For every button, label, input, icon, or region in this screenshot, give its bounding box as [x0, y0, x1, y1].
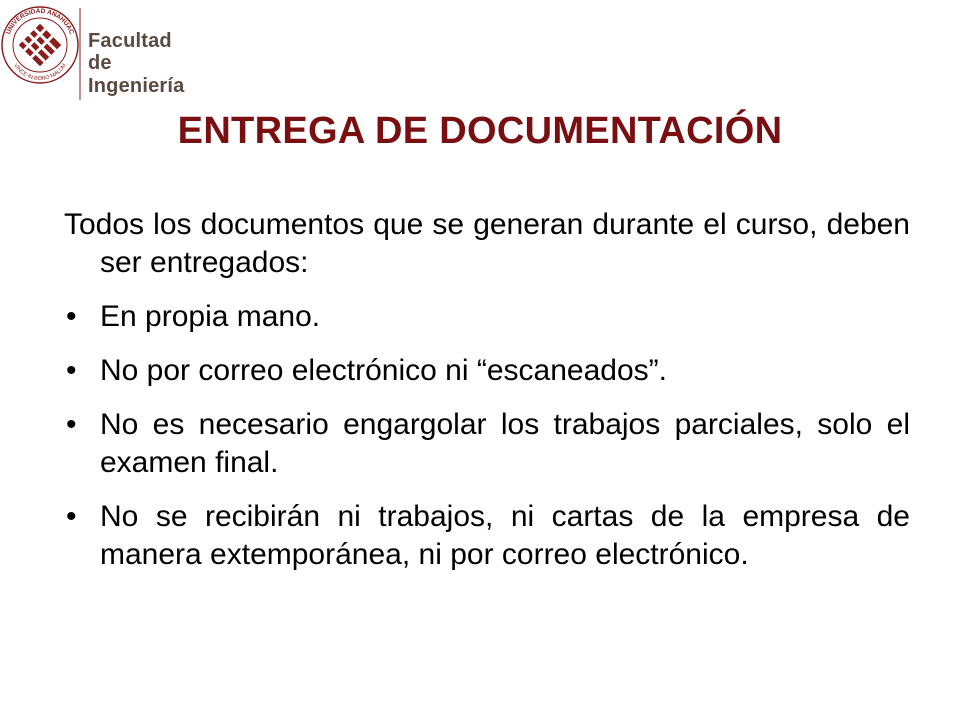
bullet-list — [64, 298, 910, 574]
bullet-icon: • — [66, 354, 77, 387]
bullet-item: • En propia mano. — [64, 298, 910, 336]
bullet-icon: • — [66, 300, 77, 333]
slide-content — [64, 206, 910, 590]
bullet-item: • No se recibirán ni trabajos, ni cartas de la empresa de manera extemporánea, ni por correo electrónico. — [66, 500, 910, 571]
slide-title: ENTREGA DE DOCUMENTACIÓN — [177, 110, 783, 152]
university-seal-icon — [0, 0, 90, 100]
bullet-icon: • — [66, 408, 77, 441]
seal-text-top: UNIVERSIDAD ANÁHUAC — [5, 7, 75, 36]
faculty-name-line1: Facultad — [88, 30, 172, 52]
bullet-item: • No es necesario engargolar los trabajos parciales, solo el examen final. — [66, 408, 910, 479]
faculty-name-line2: de Ingeniería — [88, 52, 185, 97]
bullet-icon: • — [66, 500, 77, 533]
intro-paragraph: Todos los documentos que se generan durante el curso, deben ser entregados: — [64, 208, 910, 279]
university-logo — [0, 0, 200, 105]
seal-text-bottom: VINCE IN BONO MALUM — [12, 62, 68, 83]
bullet-item: • No por correo electrónico ni “escaneados”. — [64, 352, 910, 390]
